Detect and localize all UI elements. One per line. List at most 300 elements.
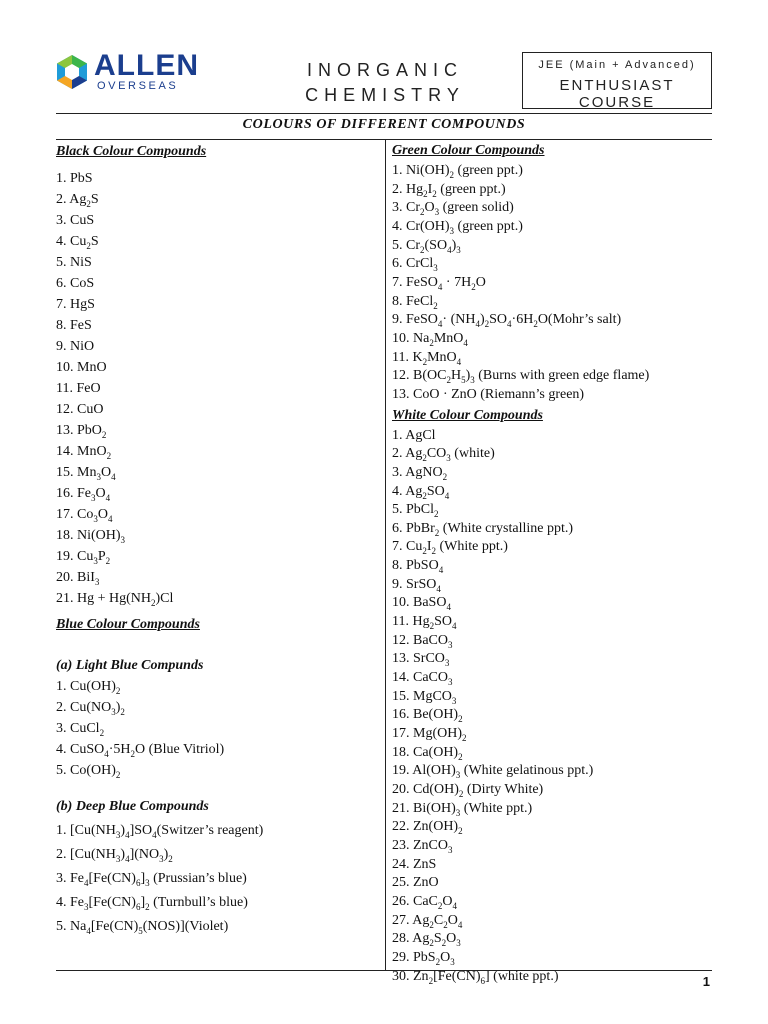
subscript: 3 bbox=[115, 853, 121, 864]
compound-text: (Prussian’s blue) bbox=[149, 871, 247, 886]
compound-text: ](NO bbox=[129, 847, 160, 862]
subject-title bbox=[300, 58, 470, 108]
compound-text: 4. Ag bbox=[392, 483, 423, 499]
subscript: 2 bbox=[420, 207, 425, 218]
compound-item bbox=[392, 520, 712, 539]
compound-text: 5. PbCl bbox=[392, 502, 435, 518]
subscript: 4 bbox=[446, 602, 451, 613]
exam-label: JEE (Main + Advanced) bbox=[538, 59, 696, 71]
subscript: 2 bbox=[428, 975, 434, 986]
compound-text: 2. Ag bbox=[392, 446, 423, 462]
compound-text: 5. Cr bbox=[392, 237, 420, 253]
subscript: 4 bbox=[457, 919, 463, 930]
compound-text: 6. CrCl bbox=[392, 256, 434, 272]
subscript: 3 bbox=[456, 244, 461, 255]
compound-item bbox=[392, 706, 712, 725]
compound-text: [Fe(CN) bbox=[433, 968, 481, 984]
subscript: 2 bbox=[471, 281, 476, 292]
compound-text: ]SO bbox=[129, 823, 153, 838]
compound-item bbox=[56, 760, 378, 781]
compound-text: (Turnbull’s blue) bbox=[149, 895, 248, 910]
compound-text: O bbox=[475, 274, 486, 290]
compound-text: 20. BiI bbox=[56, 570, 95, 585]
compound-item bbox=[392, 949, 712, 968]
compound-item bbox=[392, 483, 712, 502]
compound-item bbox=[392, 501, 712, 520]
right-column bbox=[392, 140, 712, 986]
subscript: 3 bbox=[111, 706, 116, 717]
compound-item bbox=[56, 273, 378, 294]
compound-text: P bbox=[97, 549, 106, 564]
compound-item bbox=[392, 874, 712, 893]
compound-item bbox=[392, 237, 712, 256]
subscript: 5 bbox=[461, 375, 466, 386]
compound-item bbox=[392, 181, 712, 200]
compound-text: 21. Hg + Hg(NH bbox=[56, 591, 151, 606]
subscript: 4 bbox=[125, 853, 130, 864]
compound-text: 10. BaSO bbox=[392, 595, 447, 611]
compound-text: 1. PbS bbox=[56, 171, 93, 186]
subscript: 4 bbox=[447, 244, 452, 255]
subscript: 3 bbox=[449, 225, 455, 236]
compound-text: (Burns with green edge flame) bbox=[474, 368, 650, 384]
compound-text: O bbox=[446, 931, 457, 947]
subscript: 3 bbox=[120, 534, 126, 545]
course-name: ENTHUSIAST COURSE bbox=[559, 77, 675, 111]
compound-text: (White ppt.) bbox=[460, 800, 533, 816]
subscript: 4 bbox=[437, 281, 443, 292]
compound-item bbox=[56, 867, 378, 891]
compound-item bbox=[392, 650, 712, 669]
compound-text: ) bbox=[120, 823, 126, 838]
compound-item bbox=[392, 818, 712, 837]
compound-item bbox=[392, 800, 712, 819]
white-compounds-heading: White Colour Compounds bbox=[392, 407, 543, 423]
subscript: 3 bbox=[444, 658, 450, 669]
compound-text: 22. Zn(OH) bbox=[392, 819, 459, 835]
subscript: 2 bbox=[86, 240, 91, 251]
compound-item bbox=[56, 378, 378, 399]
compound-text: (Dirty White) bbox=[463, 782, 544, 797]
subscript: 4 bbox=[436, 583, 441, 594]
compound-text: [Fe(CN) bbox=[88, 871, 136, 886]
compound-item bbox=[56, 588, 378, 609]
compound-text: 8. PbSO bbox=[392, 558, 439, 574]
subscript: 6 bbox=[135, 901, 141, 912]
compound-text: ) bbox=[120, 847, 126, 862]
subscript: 3 bbox=[448, 639, 453, 650]
subscript: 2 bbox=[145, 901, 150, 912]
subscript: 4 bbox=[452, 900, 458, 911]
compound-text: 15. Mn bbox=[56, 465, 97, 480]
compound-item bbox=[56, 504, 378, 525]
compound-text: 1. Ni(OH) bbox=[392, 163, 450, 178]
compound-item bbox=[392, 688, 712, 707]
subscript: 2 bbox=[434, 508, 439, 519]
subscript: 6 bbox=[480, 975, 485, 986]
compound-item bbox=[392, 367, 712, 386]
compound-text: ) bbox=[163, 847, 169, 862]
compound-text: 8. FeCl bbox=[392, 293, 434, 309]
compound-text: 18. Ni(OH) bbox=[56, 528, 121, 543]
compound-text: 5. Na bbox=[56, 919, 87, 934]
subscript: 6 bbox=[135, 877, 141, 888]
compound-text: 6. CoS bbox=[56, 276, 95, 291]
subscript: 2 bbox=[120, 706, 125, 717]
footer-rule bbox=[56, 970, 712, 971]
subscript: 4 bbox=[105, 492, 111, 503]
subscript: 3 bbox=[448, 676, 453, 687]
header-rule bbox=[56, 113, 712, 114]
subscript: 4 bbox=[104, 748, 109, 759]
subscript: 4 bbox=[463, 337, 468, 348]
subscript: 3 bbox=[455, 807, 461, 818]
compound-text: (SO bbox=[424, 237, 448, 253]
subscript: 3 bbox=[115, 829, 121, 840]
black-compounds-heading: Black Colour Compounds bbox=[56, 144, 207, 159]
compound-item bbox=[392, 632, 712, 651]
subscript: 2 bbox=[434, 527, 440, 538]
subscript: 2 bbox=[429, 337, 434, 348]
compound-text: 19. Al(OH) bbox=[392, 763, 456, 779]
compound-item bbox=[392, 445, 712, 464]
compound-text: SO bbox=[434, 614, 452, 630]
compound-text: (White crystalline ppt.) bbox=[439, 520, 574, 536]
compound-text: [Fe(CN) bbox=[90, 919, 139, 934]
compound-text: 14. MnO bbox=[56, 444, 107, 459]
compound-text: 3. AgNO bbox=[392, 464, 443, 480]
subscript: 3 bbox=[434, 207, 440, 218]
compound-text: ) bbox=[115, 700, 121, 715]
column-divider bbox=[385, 140, 386, 970]
subscript: 4 bbox=[444, 490, 450, 501]
compound-text: S bbox=[90, 234, 99, 249]
subscript: 4 bbox=[111, 471, 116, 482]
compound-text: 14. CaCO bbox=[392, 670, 448, 686]
compound-item bbox=[56, 843, 378, 867]
compound-item bbox=[56, 441, 378, 462]
subscript: 3 bbox=[93, 555, 98, 566]
subscript: 4 bbox=[452, 620, 457, 631]
subscript: 2 bbox=[437, 900, 443, 911]
compound-text: 2. Cu(NO bbox=[56, 700, 112, 715]
compound-item bbox=[56, 697, 378, 718]
subscript: 4 bbox=[456, 356, 462, 367]
compound-text: I bbox=[427, 181, 433, 197]
compound-text: 29. PbS bbox=[392, 949, 436, 965]
subscript: 3 bbox=[470, 375, 475, 386]
compound-item bbox=[56, 252, 378, 273]
compound-text: 13. PbO bbox=[56, 423, 102, 438]
compound-text: ·5H bbox=[108, 742, 131, 757]
compound-item bbox=[56, 739, 378, 760]
compound-text: O(Mohr’s salt) bbox=[537, 312, 622, 328]
compound-item bbox=[392, 255, 712, 274]
subscript: 3 bbox=[145, 877, 150, 888]
compound-text: (NOS)](Violet) bbox=[142, 919, 229, 934]
subscript: 2 bbox=[441, 938, 447, 949]
allen-hexagon-logo-icon bbox=[56, 54, 88, 90]
compound-text: (green ppt.) bbox=[436, 181, 506, 197]
subscript: 3 bbox=[448, 844, 453, 855]
compound-text: 5. Co(OH) bbox=[56, 763, 116, 778]
compound-item bbox=[392, 856, 712, 875]
compound-text: 13. CoO · ZnO (Riemann’s green) bbox=[392, 386, 585, 402]
compound-item bbox=[392, 538, 712, 557]
subscript: 2 bbox=[442, 471, 448, 482]
compound-item bbox=[392, 930, 712, 949]
compound-text: 1. [Cu(NH bbox=[56, 823, 116, 838]
compound-text: 16. Fe bbox=[56, 486, 91, 501]
compound-text: 9. NiO bbox=[56, 339, 95, 354]
compound-item bbox=[392, 274, 712, 293]
compound-text: (green ppt.) bbox=[454, 163, 523, 178]
compound-text: I bbox=[426, 539, 432, 555]
light-blue-list bbox=[56, 676, 378, 781]
green-compounds-list bbox=[392, 162, 712, 405]
compound-text: 11. K bbox=[392, 349, 423, 365]
compound-text: (White ppt.) bbox=[436, 539, 508, 555]
compound-item bbox=[56, 399, 378, 420]
compound-text: 7. HgS bbox=[56, 297, 95, 312]
compound-text: (green solid) bbox=[439, 200, 514, 216]
compound-item bbox=[56, 546, 378, 567]
compound-item bbox=[56, 189, 378, 210]
left-column bbox=[56, 140, 378, 939]
compound-text: (Switzer’s reagent) bbox=[156, 823, 264, 838]
compound-item bbox=[392, 293, 712, 312]
compound-item bbox=[392, 199, 712, 218]
compound-text: ) bbox=[451, 237, 457, 253]
compound-text: 11. FeO bbox=[56, 381, 101, 396]
subscript: 2 bbox=[422, 490, 427, 501]
subscript: 3 bbox=[84, 901, 89, 912]
compound-text: · 7H bbox=[442, 274, 472, 290]
compound-text: 27. Ag bbox=[392, 912, 430, 928]
compound-text: 12. BaCO bbox=[392, 632, 448, 648]
compound-text: 8. FeS bbox=[56, 318, 92, 333]
compound-text: 5. NiS bbox=[56, 255, 92, 270]
blue-compounds-heading: Blue Colour Compounds bbox=[56, 617, 200, 632]
compound-text: O bbox=[97, 507, 108, 522]
compound-text: H bbox=[450, 368, 462, 384]
compound-item bbox=[56, 336, 378, 357]
subscript: 2 bbox=[151, 597, 156, 608]
compound-item bbox=[392, 427, 712, 446]
subscript: 2 bbox=[429, 938, 434, 949]
deep-blue-list bbox=[56, 819, 378, 939]
subscript: 2 bbox=[484, 319, 490, 330]
compound-text: S bbox=[90, 192, 99, 207]
subscript: 4 bbox=[437, 319, 443, 330]
subscript: 4 bbox=[507, 319, 512, 330]
subscript: 3 bbox=[91, 492, 96, 503]
subscript: 2 bbox=[458, 714, 463, 725]
compound-item bbox=[56, 915, 378, 939]
compound-text: S bbox=[433, 931, 442, 947]
compound-item bbox=[56, 676, 378, 697]
subscript: 2 bbox=[105, 555, 111, 566]
compound-item bbox=[56, 210, 378, 231]
subscript: 2 bbox=[458, 826, 463, 837]
compound-text: ] bbox=[140, 895, 146, 910]
compound-item bbox=[56, 567, 378, 588]
subscript: 2 bbox=[115, 685, 121, 696]
compound-text: 21. Bi(OH) bbox=[392, 800, 456, 816]
compound-text: 2. [Cu(NH bbox=[56, 847, 116, 862]
compound-item bbox=[56, 420, 378, 441]
subscript: 3 bbox=[93, 513, 98, 524]
subscript: 2 bbox=[429, 620, 435, 631]
compound-text: 17. Co bbox=[56, 507, 94, 522]
subscript: 2 bbox=[443, 919, 448, 930]
compound-item bbox=[392, 349, 712, 368]
subscript: 3 bbox=[446, 452, 451, 463]
subscript: 2 bbox=[458, 788, 464, 799]
compound-text: 4. Fe bbox=[56, 895, 84, 910]
compound-text: O bbox=[442, 893, 453, 909]
compound-item bbox=[56, 315, 378, 336]
compound-item bbox=[56, 357, 378, 378]
subscript: 2 bbox=[115, 769, 121, 780]
compound-text: 7. FeSO bbox=[392, 274, 438, 290]
light-blue-heading: (a) Light Blue Compunds bbox=[56, 658, 204, 673]
logo-tagline: OVERSEAS bbox=[97, 80, 179, 92]
compound-text: 16. Be(OH) bbox=[392, 707, 459, 723]
compound-text: O bbox=[100, 465, 112, 480]
compound-text: 1. AgCl bbox=[392, 427, 436, 443]
subscript: 5 bbox=[138, 925, 143, 936]
deep-blue-heading: (b) Deep Blue Compounds bbox=[56, 799, 209, 814]
subscript: 2 bbox=[458, 751, 463, 762]
compound-text: ] bbox=[140, 871, 146, 886]
section-title: COLOURS OF DIFFERENT COMPOUNDS bbox=[242, 117, 526, 132]
compound-item bbox=[392, 762, 712, 781]
subscript: 2 bbox=[86, 198, 91, 209]
subscript: 2 bbox=[422, 452, 427, 463]
subscript: 2 bbox=[533, 319, 538, 330]
compound-item bbox=[392, 330, 712, 349]
subscript: 3 bbox=[159, 853, 164, 864]
compound-text: SO bbox=[426, 483, 445, 499]
compound-text: 7. Cu bbox=[392, 539, 423, 555]
subject-line-1: INORGANIC bbox=[306, 60, 463, 80]
subscript: 4 bbox=[475, 319, 480, 330]
compound-text: 2. Hg bbox=[392, 181, 424, 197]
subscript: 2 bbox=[446, 375, 451, 386]
compound-text: 12. CuO bbox=[56, 402, 104, 417]
compound-text: 3. Cr bbox=[392, 200, 420, 216]
subscript: 4 bbox=[86, 925, 91, 936]
green-compounds-heading: Green Colour Compounds bbox=[392, 143, 545, 158]
subscript: 3 bbox=[96, 471, 101, 482]
subscript: 4 bbox=[125, 829, 130, 840]
compound-item bbox=[392, 744, 712, 763]
subscript: 2 bbox=[462, 732, 467, 743]
page-header bbox=[0, 0, 768, 120]
compound-text: 1. Cu(OH) bbox=[56, 679, 116, 694]
subscript: 2 bbox=[130, 748, 136, 759]
compound-item bbox=[56, 891, 378, 915]
course-box bbox=[522, 52, 712, 109]
compound-text: 26. CaC bbox=[392, 893, 438, 909]
subscript: 3 bbox=[94, 576, 100, 587]
compound-text: 12. B(OC bbox=[392, 368, 447, 384]
compound-item bbox=[392, 311, 712, 330]
compound-text: 3. Fe bbox=[56, 871, 84, 886]
page-number: 1 bbox=[702, 974, 710, 989]
compound-item bbox=[56, 525, 378, 546]
compound-text: O (Blue Vitriol) bbox=[135, 742, 225, 757]
compound-text: 18. Ca(OH) bbox=[392, 744, 459, 760]
compound-text: 4. Cu bbox=[56, 234, 87, 249]
subscript: 2 bbox=[449, 169, 455, 180]
compound-item bbox=[392, 781, 712, 800]
compound-text: 20. Cd(OH) bbox=[392, 782, 459, 797]
compound-text: 3. CuS bbox=[56, 213, 95, 228]
compound-text: MnO bbox=[427, 349, 457, 365]
compound-text: O bbox=[95, 486, 106, 501]
subscript: 4 bbox=[152, 829, 157, 840]
compound-text: MnO bbox=[433, 330, 464, 346]
compound-item bbox=[392, 218, 712, 237]
compound-text: CO bbox=[426, 446, 447, 462]
compound-text: 4. Cr(OH) bbox=[392, 218, 450, 234]
compound-item bbox=[56, 462, 378, 483]
compound-text: ) bbox=[479, 312, 485, 328]
compound-text: 10. Na bbox=[392, 330, 430, 346]
compound-item bbox=[56, 718, 378, 739]
subscript: 2 bbox=[99, 727, 105, 738]
compound-text: 9. FeSO bbox=[392, 312, 438, 328]
subscript: 2 bbox=[433, 300, 438, 311]
compound-text: 11. Hg bbox=[392, 614, 430, 630]
compound-text: 23. ZnCO bbox=[392, 837, 448, 853]
subscript: 4 bbox=[438, 564, 444, 575]
compound-item bbox=[392, 669, 712, 688]
compound-text: 28. Ag bbox=[392, 931, 430, 947]
subscript: 3 bbox=[456, 938, 461, 949]
subscript: 2 bbox=[106, 450, 112, 461]
subscript: 2 bbox=[431, 546, 437, 557]
compound-text: O bbox=[440, 949, 451, 965]
compound-text: 17. Mg(OH) bbox=[392, 726, 462, 742]
logo-wordmark: ALLEN bbox=[94, 49, 199, 82]
subscript: 2 bbox=[420, 244, 425, 255]
compound-text: 30. Zn bbox=[392, 968, 429, 984]
compound-text: ] (white ppt.) bbox=[485, 968, 559, 984]
compound-text: 25. ZnO bbox=[392, 875, 439, 891]
compound-item bbox=[392, 594, 712, 613]
compound-text: 4. CuSO bbox=[56, 742, 105, 757]
compound-item bbox=[392, 613, 712, 632]
compound-text: (White gelatinous ppt.) bbox=[460, 763, 594, 779]
compound-item bbox=[56, 294, 378, 315]
subscript: 3 bbox=[455, 770, 461, 781]
compound-text: 15. MgCO bbox=[392, 688, 452, 704]
subscript: 4 bbox=[107, 513, 113, 524]
compound-item bbox=[392, 576, 712, 595]
compound-text: O bbox=[447, 912, 458, 928]
subscript: 4 bbox=[84, 877, 89, 888]
subscript: 2 bbox=[435, 956, 441, 967]
compound-item bbox=[56, 231, 378, 252]
subject-line-2: CHEMISTRY bbox=[305, 85, 465, 105]
subscript: 2 bbox=[429, 919, 434, 930]
compound-item bbox=[56, 819, 378, 843]
black-compounds-list bbox=[56, 168, 378, 609]
compound-item bbox=[392, 557, 712, 576]
